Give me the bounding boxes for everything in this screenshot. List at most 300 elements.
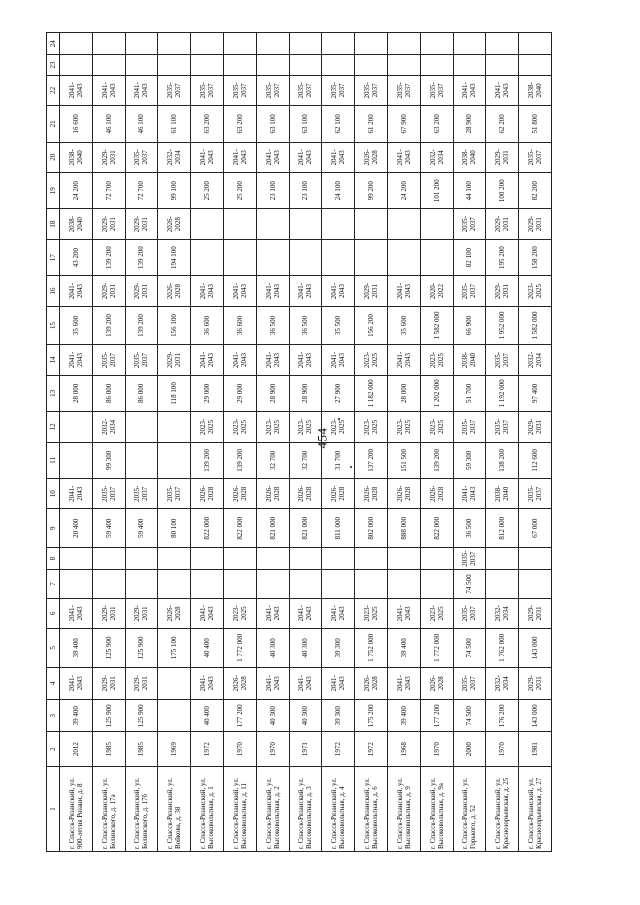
table-cell: 2035-2037 [420,75,453,105]
table-cell [519,55,552,75]
table-cell: 2023-2025 [387,412,420,442]
table-cell [453,55,486,75]
table-row [60,33,93,852]
column-number-cell: 15 [47,306,60,345]
table-cell [191,570,224,598]
table-row [125,33,158,852]
table-cell: 2035-2037 [125,345,158,375]
table-cell: 1968 [387,732,420,766]
table-cell [92,547,125,569]
table-cell [289,570,322,598]
table-cell [420,55,453,75]
table-row [420,33,453,852]
column-number-cell: 20 [47,142,60,172]
column-number-cell: 16 [47,276,60,306]
table-cell: 139 200 [420,442,453,478]
table-cell: 2029-2031 [92,598,125,628]
table-cell: 28 000 [387,375,420,411]
table-cell: 2038-2040 [519,75,552,105]
table-cell: 2029-2031 [519,667,552,699]
table-cell: 125 900 [92,629,125,668]
table-cell: 2026-2028 [191,479,224,509]
address-cell: г. Спасск-Рязанский, ул. Краснозорьевская, д. 27 [519,766,552,851]
table-cell: 63 100 [289,106,322,142]
table-cell: 2032-2034 [486,598,519,628]
table-cell [322,570,355,598]
table-cell: 101 200 [420,172,453,208]
table-row [256,33,289,852]
column-number-cell: 13 [47,375,60,411]
table-cell: 2023-2025 [420,412,453,442]
table-cell: 2026-2028 [355,479,388,509]
table-cell: 40 300 [289,629,322,668]
table-cell: 822 000 [191,509,224,548]
table-cell: 2035-2037 [453,667,486,699]
table-cell: 2020-2022 [420,276,453,306]
table-cell: 2029-2031 [519,412,552,442]
table-cell: 175 200 [355,699,388,731]
table-cell [158,547,191,569]
table-cell [256,33,289,55]
table-cell: 2035-2037 [387,75,420,105]
table-cell [322,547,355,569]
table-cell [322,239,355,275]
table-cell: 2026-2028 [223,479,256,509]
table-cell: 2032-2034 [486,667,519,699]
table-cell: 175 100 [158,629,191,668]
page-number: 454 [314,427,330,449]
column-number-cell: 3 [47,699,60,731]
table-cell [355,33,388,55]
table-cell: 2038-2040 [453,345,486,375]
table-cell: 2023-2025 [256,412,289,442]
table-cell: 195 200 [486,239,519,275]
table-cell: 2029-2031 [92,209,125,239]
table-cell [289,239,322,275]
table-cell: 2041-2043 [92,75,125,105]
table-row [453,33,486,852]
table-cell: 2000 [453,732,486,766]
table-cell: 118 100 [158,375,191,411]
table-cell: 811 000 [322,509,355,548]
table-cell: 36 500 [256,306,289,345]
table-cell: 125 900 [125,699,158,731]
table-cell: 2023-2025 [223,598,256,628]
table-cell: 2012 [60,732,93,766]
table-cell: 20 400 [60,509,93,548]
table-cell [125,33,158,55]
table-cell: 31 700 [322,442,355,478]
table-cell [519,33,552,55]
table-cell: 1 182 000 [355,375,388,411]
table-cell: 143 000 [519,629,552,668]
table-cell: 2041-2043 [256,345,289,375]
table-cell: 99 200 [355,172,388,208]
table-cell: 66 900 [453,306,486,345]
table-cell [355,239,388,275]
table-cell [355,570,388,598]
table-cell: 2035-2037 [519,479,552,509]
table-cell: 28 900 [453,106,486,142]
address-cell: г. Спасск-Рязанский, ул. Высоковольтная, д. 9а [420,766,453,851]
table-cell: 1 582 000 [519,306,552,345]
table-cell: 2035-2037 [355,75,388,105]
table-cell: 61 100 [158,106,191,142]
table-cell: 139 200 [223,442,256,478]
table-cell: 28 900 [289,375,322,411]
table-cell: 2026-2028 [256,479,289,509]
table-cell: 1 952 000 [486,306,519,345]
table-cell [420,547,453,569]
table-cell: 1 582 000 [420,306,453,345]
table-cell: 2026-2028 [387,479,420,509]
table-cell: 2035-2037 [158,479,191,509]
table-cell [60,547,93,569]
address-cell: г. Спасск-Рязанский, ул. Высоковольтная, д. 2 [256,766,289,851]
table-cell [158,33,191,55]
address-cell: г. Спасск-Рязанский, ул. Высоковольтная, д. 6 [355,766,388,851]
table-cell [158,412,191,442]
table-cell: 2026-2028 [158,209,191,239]
table-cell: 822 000 [223,509,256,548]
table-cell: 2038-2040 [60,142,93,172]
table-row [289,33,322,852]
table-cell: 1970 [223,732,256,766]
table-cell: 39 400 [387,699,420,731]
table-row [519,33,552,852]
table-cell [223,570,256,598]
table-cell: 2041-2043 [191,667,224,699]
table-cell: 138 200 [486,442,519,478]
table-cell: 2038-2040 [486,479,519,509]
column-number-cell: 6 [47,598,60,628]
table-cell: 2026-2028 [355,142,388,172]
column-number-cell: 9 [47,509,60,548]
table-cell: 176 200 [486,699,519,731]
table-row [158,33,191,852]
table-cell: 40 300 [289,699,322,731]
table-cell [387,209,420,239]
table-cell: 2023-2025 [355,345,388,375]
table-cell: 2041-2043 [322,276,355,306]
table-cell [486,547,519,569]
table-cell: 1 192 000 [486,375,519,411]
table-row [387,33,420,852]
table-cell: 2041-2043 [60,598,93,628]
table-cell [158,667,191,699]
table-cell: 40 300 [256,629,289,668]
table-cell [322,55,355,75]
table-cell: 2035-2037 [92,345,125,375]
table-cell: 2035-2037 [125,479,158,509]
table-cell: 1985 [92,732,125,766]
table-cell: 24 100 [322,172,355,208]
table-cell: 2041-2043 [256,276,289,306]
table-cell [60,412,93,442]
table-cell [223,55,256,75]
table-cell: 27 900 [322,375,355,411]
table-cell [420,239,453,275]
table-cell: 2029-2031 [519,209,552,239]
table-cell: 23 100 [256,172,289,208]
table-cell: 2026-2028 [289,479,322,509]
table-cell: 2023-2025 [519,276,552,306]
table-cell: 139 200 [191,442,224,478]
table-cell: 1 752 000 [355,629,388,668]
table-cell: 2035-2037 [453,547,486,569]
table-cell: 2035-2037 [158,75,191,105]
table-cell: 2035-2037 [453,209,486,239]
column-number-cell: 18 [47,209,60,239]
table-row [223,33,256,852]
table-cell: 125 900 [125,629,158,668]
table-cell: 16 600 [60,106,93,142]
table-cell: 2041-2043 [223,276,256,306]
table-cell: 46 100 [92,106,125,142]
table-cell: 82 200 [519,172,552,208]
column-number-cell: 19 [47,172,60,208]
table-cell [486,570,519,598]
table-cell: 1972 [355,732,388,766]
table-cell [519,547,552,569]
table-cell: 2035-2037 [453,598,486,628]
table-cell: 2041-2043 [60,276,93,306]
table-cell [92,33,125,55]
table-cell [92,55,125,75]
table-cell: 2035-2037 [486,412,519,442]
table-cell [289,547,322,569]
table-cell [355,547,388,569]
table-cell: 99 100 [158,172,191,208]
table-cell: 43 200 [60,239,93,275]
table-cell: 1970 [486,732,519,766]
table-cell: 2041-2043 [256,598,289,628]
address-cell: г. Спасск-Рязанский, ул. Высоковольтная, д. 9 [387,766,420,851]
table-cell [191,55,224,75]
table-cell [158,699,191,731]
table-cell: 2041-2043 [125,75,158,105]
table-cell: 2035-2037 [256,75,289,105]
table-cell [223,547,256,569]
column-number-cell: 2 [47,732,60,766]
table-cell: 2035-2037 [519,142,552,172]
table-cell: 2035-2037 [486,345,519,375]
table-cell: 2026-2028 [420,479,453,509]
table-cell [256,209,289,239]
table-cell: 1 762 000 [486,629,519,668]
table-cell: 39 300 [322,629,355,668]
table-cell: 2032-2034 [92,412,125,442]
table-cell [256,55,289,75]
table-cell [453,33,486,55]
repair-schedule-table [46,32,552,852]
table-cell: 32 700 [256,442,289,478]
table-cell: 2041-2043 [191,345,224,375]
table-cell: 1970 [256,732,289,766]
table-cell: 2041-2043 [223,142,256,172]
table-cell: 82 100 [453,239,486,275]
table-cell: 36 600 [191,306,224,345]
table-cell: 23 100 [289,172,322,208]
table-cell [355,55,388,75]
table-cell: 2041-2043 [256,142,289,172]
table-cell: 2041-2043 [453,75,486,105]
table-cell: 1970 [420,732,453,766]
table-cell: 2029-2031 [486,142,519,172]
table-cell: 2041-2043 [387,142,420,172]
column-number-cell: 21 [47,106,60,142]
table-cell: 46 100 [125,106,158,142]
table-cell: 2041-2043 [289,142,322,172]
table-cell: 139 200 [92,306,125,345]
table-cell: 1972 [322,732,355,766]
table-cell: 2029-2031 [519,598,552,628]
table-cell: 40 400 [191,699,224,731]
table-cell: 36 600 [223,306,256,345]
table-cell [223,239,256,275]
table-cell: 2035-2037 [453,412,486,442]
table-cell: 2029-2031 [92,667,125,699]
table-cell: 2023-2025 [420,345,453,375]
table-cell: 100 200 [486,172,519,208]
table-cell: 2041-2043 [322,598,355,628]
table-cell: 139 200 [125,306,158,345]
table-cell [519,570,552,598]
table-cell [60,55,93,75]
table-cell: 72 700 [125,172,158,208]
column-number-cell: 1 [47,766,60,851]
table-cell: 2029-2031 [486,276,519,306]
table-cell: 2041-2043 [191,598,224,628]
table-cell [92,570,125,598]
address-cell: г. Спасск-Рязанский, ул. Белинского, д. 17б [125,766,158,851]
table-row [322,33,355,852]
table-cell: 2041-2043 [322,345,355,375]
table-cell: 2041-2043 [387,667,420,699]
table-cell: 74 500 [453,699,486,731]
table-cell [387,55,420,75]
table-cell [355,209,388,239]
table-cell: 35 600 [60,306,93,345]
table-cell: 2041-2043 [60,479,93,509]
table-cell: 62 100 [322,106,355,142]
table-cell: 40 300 [256,699,289,731]
table-cell: 2041-2043 [322,667,355,699]
table-cell: 86 000 [125,375,158,411]
table-cell [125,442,158,478]
table-row [355,33,388,852]
table-cell: 29 000 [223,375,256,411]
table-cell: 2041-2043 [289,345,322,375]
table-cell: 2029-2031 [486,209,519,239]
table-cell [60,33,93,55]
header-row [47,33,60,852]
table-cell: 821 000 [256,509,289,548]
column-number-cell: 23 [47,55,60,75]
table-row [92,33,125,852]
table-cell [125,55,158,75]
address-cell: г. Спасск-Рязанский, ул. Высоковольтная, д. 4 [322,766,355,851]
table-cell: 2029-2031 [355,276,388,306]
table-cell: 2041-2043 [289,598,322,628]
column-number-cell: 14 [47,345,60,375]
table-cell [289,209,322,239]
table-cell: 74 500 [453,570,486,598]
table-cell: 139 200 [92,239,125,275]
table-cell: 2023-2025 [223,412,256,442]
table-cell: 2041-2043 [256,667,289,699]
table-cell: 2035-2037 [92,479,125,509]
table-cell: 821 000 [289,509,322,548]
table-cell: 2041-2043 [289,276,322,306]
table-cell: 2023-2025 [355,412,388,442]
table-cell: 2026-2028 [322,479,355,509]
table-cell: 67 000 [519,509,552,548]
table-cell: 67 900 [387,106,420,142]
table-cell: 802 000 [355,509,388,548]
table-cell: 36 500 [289,306,322,345]
address-cell: г. Спасск-Рязанский, ул. Краснозорьевская, д. 25 [486,766,519,851]
table-cell: 25 200 [223,172,256,208]
table-cell: 51 800 [519,106,552,142]
table-cell: 2029-2031 [92,142,125,172]
table-cell [191,239,224,275]
table-cell: 2038-2040 [453,142,486,172]
table-cell: 63 200 [420,106,453,142]
address-cell: г. Спасск-Рязанский, ул. Войкова, д. 38 [158,766,191,851]
table-row [486,33,519,852]
table-cell [191,33,224,55]
address-cell: г. Спасск-Рязанский, ул. Белинского, д. 17а [92,766,125,851]
column-number-cell: 8 [47,547,60,569]
table-cell: 2023-2025 [322,412,355,442]
table-cell: 1 202 000 [420,375,453,411]
table-cell: 2041-2043 [60,667,93,699]
table-cell: 2029-2031 [158,345,191,375]
address-cell: г. Спасск-Рязанский, ул. Высоковольтная, д. 1 [191,766,224,851]
table-cell: 28 000 [60,375,93,411]
table-cell: 1981 [519,732,552,766]
table-cell: 2041-2043 [191,142,224,172]
table-cell: 2026-2028 [355,667,388,699]
table-cell: 2023-2025 [355,598,388,628]
column-number-cell: 7 [47,570,60,598]
table-cell: 158 200 [519,239,552,275]
table-cell [256,547,289,569]
table-cell: 137 200 [355,442,388,478]
table-cell: 2029-2031 [125,209,158,239]
table-cell: 125 900 [92,699,125,731]
table-cell: 63 200 [191,106,224,142]
table-cell: 2041-2043 [223,345,256,375]
table-row [191,33,224,852]
rotated-table [46,32,552,852]
table-cell: 2023-2025 [420,598,453,628]
table-cell: 2041-2043 [453,479,486,509]
table-cell: 2041-2043 [60,75,93,105]
table-cell: 28 900 [256,375,289,411]
table-cell [158,570,191,598]
column-number-cell: 11 [47,442,60,478]
table-cell: 1969 [158,732,191,766]
table-cell: 151 500 [387,442,420,478]
table-cell: 177 200 [420,699,453,731]
table-cell: 24 200 [60,172,93,208]
table-cell: 2035-2037 [191,75,224,105]
address-cell: г. Спасск-Рязанский, ул. 900-летия Рязани, д. 8 [60,766,93,851]
table-cell: 112 600 [519,442,552,478]
table-cell: 74 500 [453,629,486,668]
